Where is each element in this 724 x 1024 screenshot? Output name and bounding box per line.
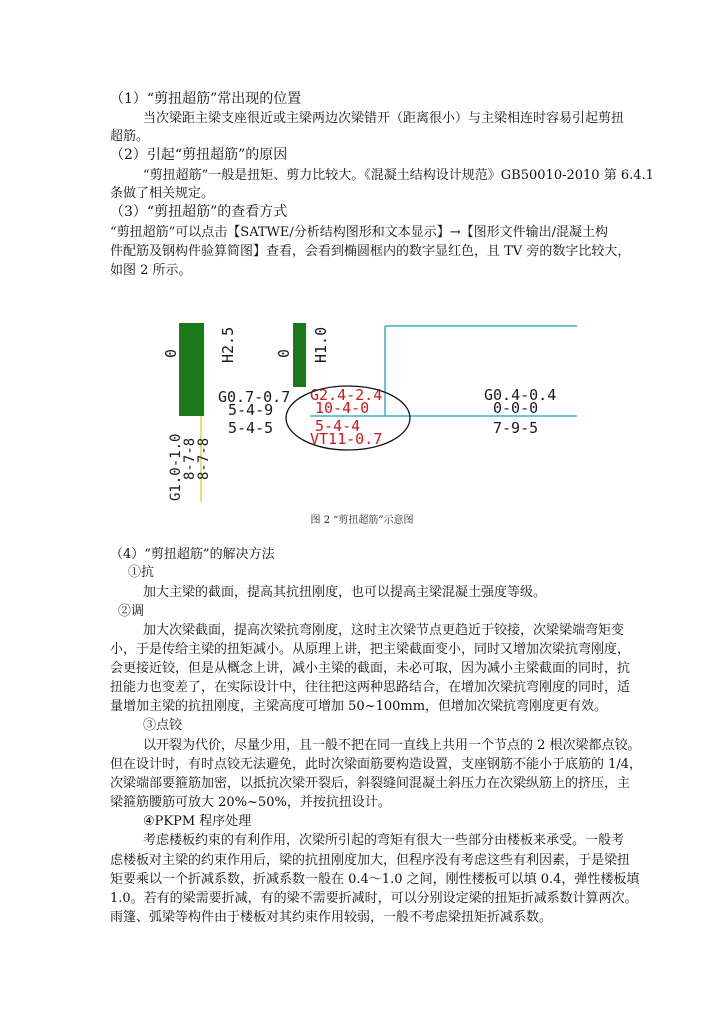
method-2-line: 加大次梁截面，提高次梁抗弯刚度，这时主次梁节点更趋近于铰接，次梁梁端弯矩变 [143, 623, 625, 638]
method-4-title: ④PKPM 程序处理 [143, 814, 252, 829]
main-beam-column-1 [179, 323, 204, 416]
method-4-line: 1.0。若有的梁需要折减，有的梁不需要折减时，可以分别设定梁的扭矩折减系数计算两次。 [110, 891, 638, 906]
shear-torsion-figure [160, 318, 577, 502]
method-2-line: 会更接近铰，但是从概念上讲，减小主梁的截面，未必可取，因为减小主梁截面的同时，抗 [110, 661, 631, 676]
beam2-label-4: VT11-0.7 [310, 430, 383, 448]
vertical-beam-label-1: G1.0-1.0 [168, 433, 184, 501]
method-4-line: 矩要乘以一个折减系数，折减系数一般在 0.4～1.0 之间，刚性楼板可以填 0.4，弹性楼板填 [110, 872, 640, 887]
vertical-beam-label-3: 8-7-8 [196, 437, 212, 480]
beam3-label-3: 7-9-5 [493, 419, 539, 437]
section-2-heading: （2）引起“剪扭超筋”的原因 [110, 147, 288, 163]
col1-height-label: H2.5 [219, 326, 237, 363]
beam1-label-1: G0.7-0.7 [218, 388, 291, 406]
beam2-label-2: 10-4-0 [315, 399, 370, 417]
method-3-line: 但在设计时，有时点铰无法避免，此时次梁面筋要构造设置，支座钢筋不能小于底筋的 1/4， [110, 757, 643, 772]
section-1-paragraph-line: 当次梁距主梁支座很近或主梁两边次梁错开（距离很小）与主梁相连时容易引起剪扭 [143, 111, 625, 126]
method-4-line: 雨篷、弧梁等构件由于楼板对其约束作用较弱，一般不考虑梁扭矩折减系数。 [110, 910, 553, 925]
method-3-line: 次梁端部要箍筋加密，以抵抗次梁开裂后，斜裂缝间混凝土斜压力在次梁纵筋上的挤压，主 [110, 776, 631, 791]
beam2-label-1: G2.4-2.4 [310, 386, 383, 404]
section-1-paragraph-line: 超筋。 [110, 129, 150, 144]
section-3-heading: （3）“剪扭超筋”的查看方式 [110, 204, 288, 220]
section-2-paragraph-line: 条做了相关规定。 [110, 186, 215, 201]
beam1-label-2: 5-4-9 [228, 401, 274, 419]
beam1-label-3: 5-4-5 [228, 419, 274, 437]
vertical-beam-label-2: 8-7-8 [182, 437, 198, 480]
method-2-line: 小，于是传给主梁的扭矩减小。从原理上讲，把主梁截面变小，同时又增加次梁抗弯刚度， [110, 642, 631, 657]
main-beam-column-2 [293, 323, 306, 387]
figure-caption: 图 2 “剪扭超筋”示意图 [310, 515, 414, 526]
col2-height-label: H1.0 [312, 326, 330, 363]
method-3-title: ③点铰 [143, 718, 183, 733]
col1-zero-label: 0 [162, 348, 180, 358]
col2-zero-label: 0 [275, 348, 293, 358]
cad-drawing [160, 318, 577, 502]
method-1-title: ①抗 [128, 565, 155, 580]
section-2-paragraph-line: “剪扭超筋”一般是扭矩、剪力比较大。《混凝土结构设计规范》GB50010-2010 第 6.4.1 [143, 168, 654, 183]
beam3-label-2: 0-0-0 [493, 399, 539, 417]
section-4-heading: （4）“剪扭超筋”的解决方法 [110, 547, 275, 562]
method-4-line: 虑楼板对主梁的约束作用后，梁的抗扭刚度加大，但程序没有考虑这些有利因素，于是梁扭 [110, 853, 631, 868]
section-3-paragraph-line: 件配筋及钢构件验算简图】查看，会看到椭圆框内的数字显红色，且 TV 旁的数字比较大， [110, 244, 631, 259]
method-2-title: ②调 [118, 604, 145, 619]
method-4-line: 考虑楼板约束的有利作用，次梁所引起的弯矩有很大一些部分由楼板来承受。一般考 [143, 833, 625, 848]
beam3-label-1: G0.4-0.4 [484, 386, 557, 404]
beam2-label-3: 5-4-4 [315, 417, 361, 435]
method-1-paragraph-line: 加大主梁的截面，提高其抗扭刚度，也可以提高主梁混凝土强度等级。 [143, 585, 547, 600]
method-3-line: 以开裂为代价，尽量少用，且一般不把在同一直线上共用一个节点的 2 根次梁都点铰。 [143, 738, 641, 753]
section-3-paragraph-line: “剪扭超筋”可以点击【SATWE/分析结构图形和文本显示】→【图形文件输出/混凝土构 [110, 225, 609, 240]
method-2-line: 量增加主梁的抗扭刚度，主梁高度可增加 50~100mm，但增加次梁抗弯刚度更有效。 [110, 699, 608, 714]
method-3-line: 梁箍筋腰筋可放大 20%~50%，并按抗扭设计。 [110, 795, 391, 810]
section-1-heading: （1）“剪扭超筋”常出现的位置 [110, 91, 302, 107]
method-2-line: 扭能力也变差了，在实际设计中，往往把这两种思路结合，在增加次梁抗弯刚度的同时，适 [110, 680, 631, 695]
section-3-paragraph-line: 如图 2 所示。 [110, 263, 192, 278]
